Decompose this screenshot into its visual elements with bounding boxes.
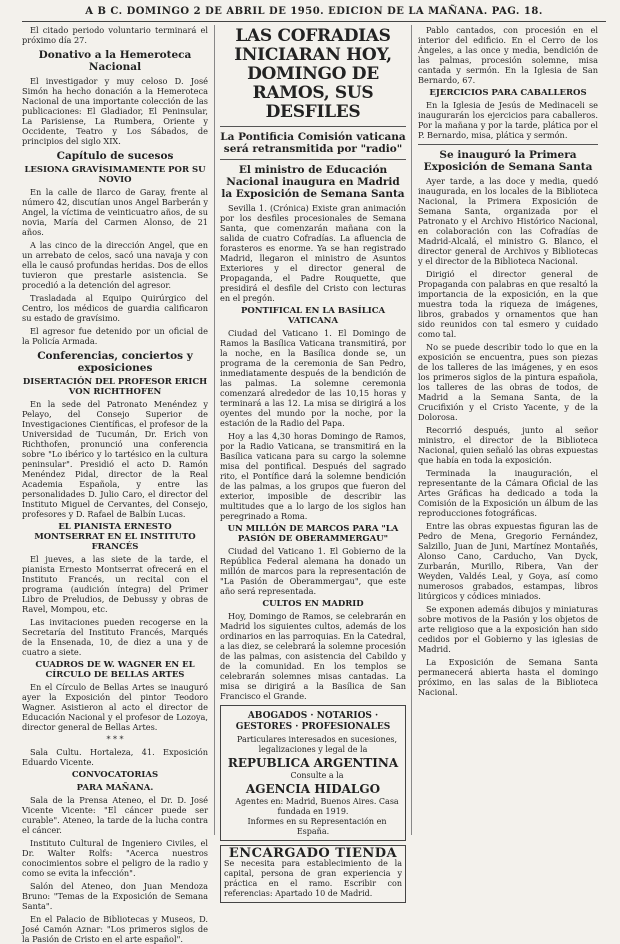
cultos-title: CULTOS EN MADRID xyxy=(262,599,364,609)
tienda-title: ENCARGADO TIENDA xyxy=(228,846,398,861)
sucesos-subtitle: LESIONA GRAVÍSIMAMENTE POR SU NOVIO xyxy=(24,165,206,185)
sucesos-p2: A las cinco de la dirección Angel, que en un arrebato de celos, sacó una navaja y con ella le causó profundas heridas. Dos de ellos tuvieron que prestarle asistencia. Se procedió a la detención del agresor. xyxy=(22,240,208,290)
ministro-subheadline: El ministro de Educación Nacional inaugura en Madrid la Exposición de Semana Santa xyxy=(221,164,405,200)
ad-line-4: Informes en su Representación en España. xyxy=(247,817,387,836)
donativo-title: Donativo a la Hemeroteca Nacional xyxy=(38,49,192,73)
ad-line-1: Particulares interesados en sucesiones, legalizaciones y legal de la xyxy=(236,735,398,754)
column-middle xyxy=(214,25,412,898)
richthofen-text: En la sede del Patronato Menéndez y Pelayo, del Consejo Superior de Investigaciones Científicas, el profesor de la Universidad de Tucumán, Dr. Erich von Richthofen, pronunció una conferencia sobre "Lo ibérico y lo tartésico en la cultura peninsular". Presidió el acto D. Ramón Menéndez Pidal, director de la Real Academia Española, y entre las personalidades D. Julio Caro, el director del Instituto Miguel de Cervantes, del Consejo, profesores y D. Rafael de Balbín Lucas. xyxy=(22,399,208,519)
ad-agency: AGENCIA HIDALGO xyxy=(245,782,381,796)
pontifical-p1: Ciudad del Vaticano 1. El Domingo de Ramos la Basílica Vaticana transmitirá, por la noche, en la Basílica donde se, un programa de la ceremonia de San Pedro, inmediatamente después de la bendición de las palmas. La solemne ceremonia comenzará alrededor de las 10,15 horas y terminará a las 12. La misa se dirigirá a los oyentes del mundo por la noche, por la estación de la Radio del Papa. xyxy=(220,328,406,428)
section-stars: * * * xyxy=(106,735,124,744)
ad-country: REPUBLICA ARGENTINA xyxy=(227,756,399,770)
sala-cultu-text: Sala Cultu. Hortaleza, 41. Exposición Eduardo Vicente. xyxy=(22,747,208,767)
cultos-continued: Pablo cantados, con procesión en el interior del edificio. En el Cerro de los Ángeles, a las once y media, bendición de las palmas, procesión solemne, misa cantada y sermón. En la Iglesia de San Bernardo, 67. xyxy=(418,25,598,85)
divider xyxy=(220,159,406,160)
convocatoria-1: Sala de la Prensa Ateneo, el Dr. D. José Vicente Vicente: "El cáncer puede ser curable". Ateneo, la tarde de la lucha contra el cáncer. xyxy=(22,795,208,835)
exposicion-headline: Se inauguró la Primera Exposición de Semana Santa xyxy=(423,149,593,173)
ejercicios-title: EJERCICIOS PARA CABALLEROS xyxy=(429,88,587,98)
page-header xyxy=(22,6,606,22)
vatican-subheadline: La Pontificia Comisión vaticana será retransmitida por "radio" xyxy=(220,131,406,155)
cultos-text: Hoy, Domingo de Ramos, se celebrarán en Madrid los siguientes cultos, además de los ordinarios en las parroquias. En la Catedral, a las diez, se celebrará la solemne procesión de las palmas, con asistencia del Cabildo y de la comunidad. En los templos se celebrarán solemnes misas cantadas. La misa se dirigirá a la Basílica de San Francisco el Grande. xyxy=(220,611,406,701)
pianista-p1: El jueves, a las siete de la tarde, el pianista Ernesto Montserrat ofrecerá en el Instituto Francés, un recital con el programa (audición íntegra) del Primer Libro de Preludios, de Debussy y obras de Ravel, Mompou, etc. xyxy=(22,554,208,614)
column-left xyxy=(22,25,208,944)
sucesos-p3: Trasladada al Equipo Quirúrgico del Centro, los médicos de guardia calificaron su estado de gravísimo. xyxy=(22,293,208,323)
para-manana-title: PARA MAÑANA. xyxy=(76,783,154,793)
tienda-text: Se necesita para establecimiento de la capital, persona de gran experiencia y práctica en el ramo. Escribir con referencias: Apartado 10 de Madrid. xyxy=(224,859,402,898)
pianista-p2: Las invitaciones pueden recogerse en la Secretaría del Instituto Francés, Marqués de la Ensenada, 10, de diez a una y de cuatro a siete. xyxy=(22,617,208,657)
wagner-subtitle: CUADROS DE W. WAGNER EN EL CÍRCULO DE BELLAS ARTES xyxy=(35,660,195,680)
marcos-title: UN MILLÓN DE MARCOS PARA "LA PASIÓN DE OBERAMMERGAU" xyxy=(227,524,399,544)
convocatoria-3: Salón del Ateneo, don Juan Mendoza Bruno: "Temas de la Exposición de Semana Santa". xyxy=(22,881,208,911)
sevilla-text: Sevilla 1. (Crónica) Existe gran animación por los desfiles procesionales de Semana Santa, que comenzarán mañana con la salida de cuatro Cofradías. La afluencia de forasteros es enorme. Ya se han registrado Madrid, llegaron el ministro de Asuntos Exteriores y el director general de Propaganda, el Padre Rouquette, que presidirá el desfile del Cristo con lecturas en el pregón. xyxy=(220,203,406,303)
pontifical-p2: Hoy a las 4,30 horas Domingo de Ramos, por la Radio Vaticana, se transmitirá en la Basílica vaticana para su cargo la solemne misa del pontifical. Después del sagrado rito, el Pontífice dará la solemne bendición de las palmas, a los grupos que fueron del exterior, imposible de describir las multitudes que a lo largo de los siglos han peregrinado a Roma. xyxy=(220,431,406,521)
exposicion-p4: Recorrió después, junto al señor ministro, el director de la Biblioteca Nacional, quien señaló las obras expuestas que había en toda la exposición. xyxy=(418,425,598,465)
tienda-ad xyxy=(220,845,406,903)
convocatoria-4: En el Palacio de Bibliotecas y Museos, D. José Camón Aznar: "Los primeros siglos de la Pasión de Cristo en el arte español". xyxy=(22,914,208,944)
exposicion-p7: Se exponen además dibujos y miniaturas sobre motivos de la Pasión y los objetos de arte religioso que a la exposición han sido cedidos por el Gobierno y las iglesias de Madrid. xyxy=(418,604,598,654)
columns xyxy=(22,25,606,944)
column-right xyxy=(418,25,598,835)
exposicion-p5: Terminada la inauguración, el representante de la Cámara Oficial de las Artes Gráficas ha dedicado a toda la Comisión de la Exposición un álbum de las reproducciones fotográficas. xyxy=(418,468,598,518)
convocatorias-title: CONVOCATORIAS xyxy=(71,770,159,780)
sucesos-title: Capítulo de sucesos xyxy=(56,150,174,162)
exposicion-p6: Entre las obras expuestas figuran las de Pedro de Mena, Gregorio Fernández, Salzillo, Juan de Juni, Martínez Montañés, Alonso Cano, Carducho, Van Dyck, Zurbarán, Murillo, Ribera, Van der Weyden, Valdés Leal, y Goya, así como numerosos grabados, estampas, libros litúrgicos y códices miniados. xyxy=(418,521,598,601)
convocatoria-2: Instituto Cultural de Ingeniero Civiles, el Dr. Walter Rolfs: "Acerca nuestros conocimientos sobre el peligro de la radio y como se evita la infección". xyxy=(22,838,208,878)
conferencias-title: Conferencias, conciertos y exposiciones xyxy=(37,350,193,374)
ejercicios-text: En la Iglesia de Jesús de Medinaceli se inaugurarán los ejercicios para caballeros. Por la mañana y por la tarde, plática por el P. Bernardo, misa, plática y sermón. xyxy=(418,100,598,140)
pianista-subtitle: EL PIANISTA ERNESTO MONTSERRAT EN EL INSTITUTO FRANCÉS xyxy=(34,522,196,552)
pontifical-title: PONTIFICAL EN LA BASÍLICA VATICANA xyxy=(240,306,386,326)
header-title: A B C. DOMINGO 2 DE ABRIL DE 1950. EDICION DE LA MAÑANA. PAG. 18. xyxy=(85,6,543,17)
ad-line-2: Consulte a la xyxy=(290,771,344,780)
divider xyxy=(418,144,598,145)
intro-text: El citado periodo voluntario terminará el próximo día 27. xyxy=(22,25,208,45)
ad-line-3: Agentes en: Madrid, Buenos Aires. Casa fundada en 1919. xyxy=(235,797,399,816)
divider xyxy=(220,126,406,127)
exposicion-p8: La Exposición de Semana Santa permanecerá abierta hasta el domingo próximo, en las salas de la Biblioteca Nacional. xyxy=(418,657,598,697)
ad-title: ABOGADOS · NOTARIOS · GESTORES · PROFESIONALES xyxy=(235,711,391,732)
exposicion-p1: Ayer tarde, a las doce y media, quedó inaugurada, en los locales de la Biblioteca Nacional, la Primera Exposición de Semana Santa, organizada por el Patronato y el Archivo Histórico Nacional, en colaboración con las Cofradías de Madrid-Alcalá, el ministro G. Blanco, el director general de Archivos y Bibliotecas y el director de la Biblioteca Nacional. xyxy=(418,176,598,266)
donativo-text: El investigador y muy celoso D. José Simón ha hecho donación a la Hemeroteca Nacional de una importante colección de las publicaciones: El Gladiador, El Peninsular, La Parisiense, La Rumbera, Oriente y Occidente, Teatro y Los Sábados, de principios del siglo XIX. xyxy=(22,76,208,146)
argentina-ad xyxy=(220,705,406,841)
exposicion-p3: No se puede describir todo lo que en la exposición se encuentra, pues son piezas de los talleres de las imágenes, y en esos los primeros siglos de la pintura española, los talleres de las obras de todos, de Madrid a la Semana Santa, de la Crucifixión y el Cristo Yacente, y de la Dolorosa. xyxy=(418,342,598,422)
richthofen-subtitle: DISERTACIÓN DEL PROFESOR ERICH VON RICHTHOFEN xyxy=(22,377,208,397)
sucesos-p1: En la calle de Ilarco de Garay, frente al número 42, discutían unos Angel Barberán y Angel, la víctima de veinticuatro años, de su novia, María del Carmen Alonso, de 21 años. xyxy=(22,187,208,237)
exposicion-p2: Dirigió el director general de Propaganda con palabras en que resaltó la importancia de la exposición, en la que muestra toda la riqueza de imágenes, libros, grabados y ornamentos que han sido reunidos con tal esmero y cuidado como tal. xyxy=(418,269,598,339)
main-headline: LAS COFRADIAS INICIARAN HOY, DOMINGO DE RAMOS, SUS DESFILES xyxy=(234,26,392,122)
wagner-text: En el Círculo de Bellas Artes se inauguró ayer la Exposición del pintor Teodoro Wagner. Asistieron al acto el director de Educación Nacional y el profesor de Lozoya, director general de Bellas Artes. xyxy=(22,682,208,732)
sucesos-p4: El agresor fue detenido por un oficial de la Policía Armada. xyxy=(22,326,208,346)
marcos-text: Ciudad del Vaticano 1. El Gobierno de la República Federal alemana ha donado un millón de marcos para la representación de "La Pasión de Oberammergau", que este año será representada. xyxy=(220,546,406,596)
